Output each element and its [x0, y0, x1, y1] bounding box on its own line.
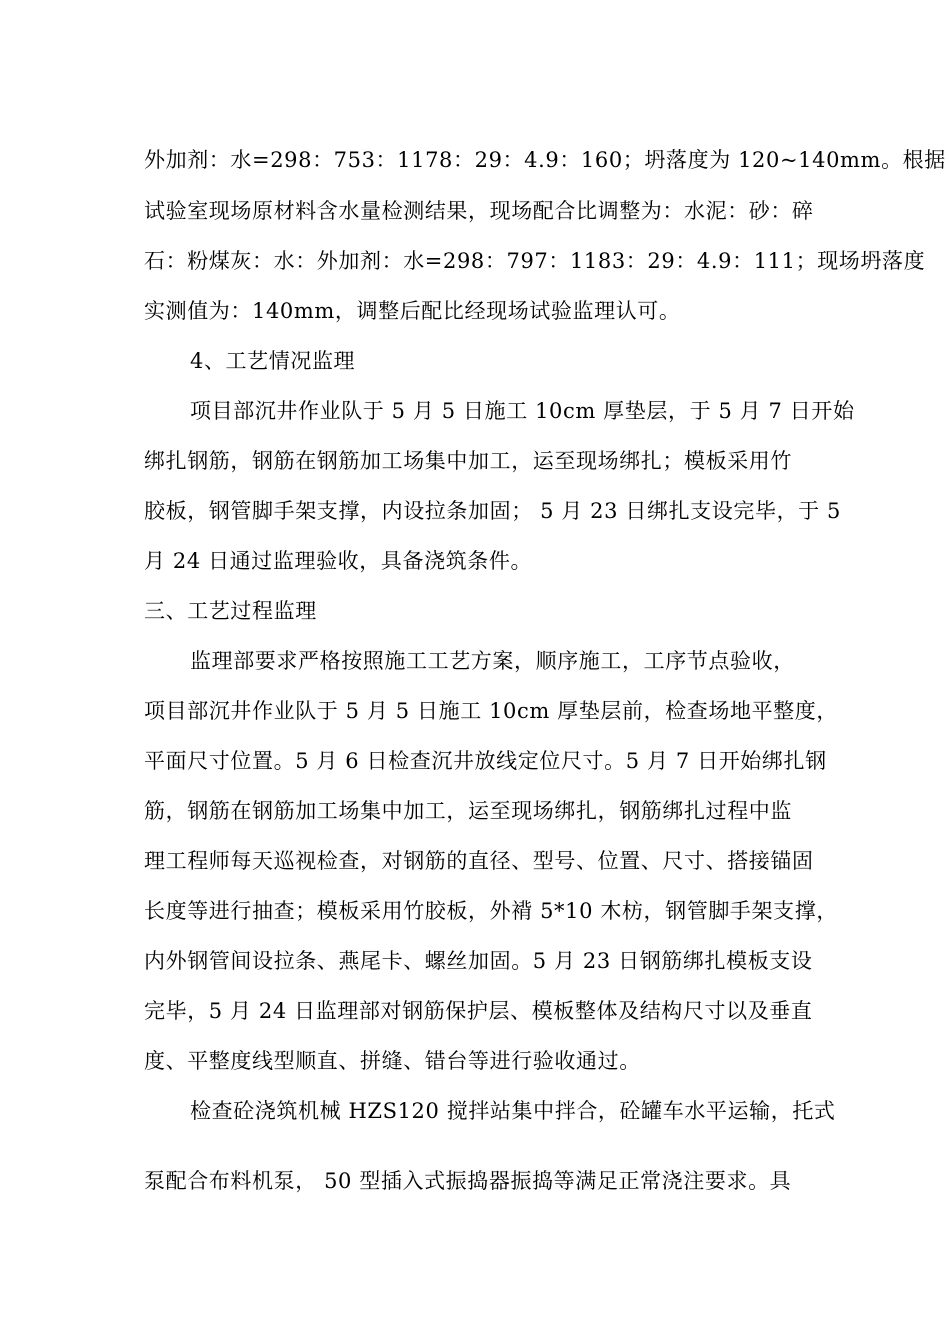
text-line: 项目部沉井作业队于 5 月 5 日施工 10cm 厚垫层前，检查场地平整度， [144, 699, 838, 723]
text-line: 项目部沉井作业队于 5 月 5 日施工 10cm 厚垫层，于 5 月 7 日开始 [190, 399, 855, 423]
text-line: 长度等进行抽查；模板采用竹胶板，外褙 5*10 木枋，钢管脚手架支撑， [144, 899, 838, 923]
text-line: 外加剂：水=298：753：1178：29：4.9：160；坍落度为 120~140mm。根据 [144, 148, 946, 172]
text-line: 平面尺寸位置。5 月 6 日检查沉井放线定位尺寸。5 月 7 日开始绑扎钢 [144, 749, 827, 773]
text-line: 度、平整度线型顺直、拼缝、错台等进行验收通过。 [144, 1049, 641, 1073]
text-line: 月 24 日通过监理验收，具备浇筑条件。 [144, 549, 533, 573]
text-line: 试验室现场原材料含水量检测结果，现场配合比调整为：水泥：砂：碎 [144, 199, 814, 223]
text-line: 完毕，5 月 24 日监理部对钢筋保护层、模板整体及结构尺寸以及垂直 [144, 999, 813, 1023]
text-line: 监理部要求严格按照施工工艺方案，顺序施工，工序节点验收， [190, 649, 795, 673]
text-line: 泵配合布料机泵， 50 型插入式振捣器振捣等满足正常浇注要求。具 [144, 1169, 792, 1193]
section-heading: 三、工艺过程监理 [144, 599, 317, 623]
text-line: 检查砼浇筑机械 HZS120 搅拌站集中拌合，砼罐车水平运输，托式 [190, 1099, 836, 1123]
text-line: 石：粉煤灰：水：外加剂：水=298：797：1183：29：4.9：111；现场坍落度 [144, 249, 926, 273]
text-line: 实测值为：140mm，调整后配比经现场试验监理认可。 [144, 299, 681, 323]
text-line: 绑扎钢筋，钢筋在钢筋加工场集中加工，运至现场绑扎；模板采用竹 [144, 449, 792, 473]
text-line: 理工程师每天巡视检查，对钢筋的直径、型号、位置、尺寸、搭接锚固 [144, 849, 814, 873]
text-line: 筋，钢筋在钢筋加工场集中加工，运至现场绑扎，钢筋绑扎过程中监 [144, 799, 792, 823]
text-line: 内外钢管间设拉条、燕尾卡、螺丝加固。5 月 23 日钢筋绑扎模板支设 [144, 949, 813, 973]
section-heading: 4、工艺情况监理 [190, 349, 356, 373]
text-line: 胶板，钢管脚手架支撑，内设拉条加固； 5 月 23 日绑扎支设完毕，于 5 [144, 499, 842, 523]
